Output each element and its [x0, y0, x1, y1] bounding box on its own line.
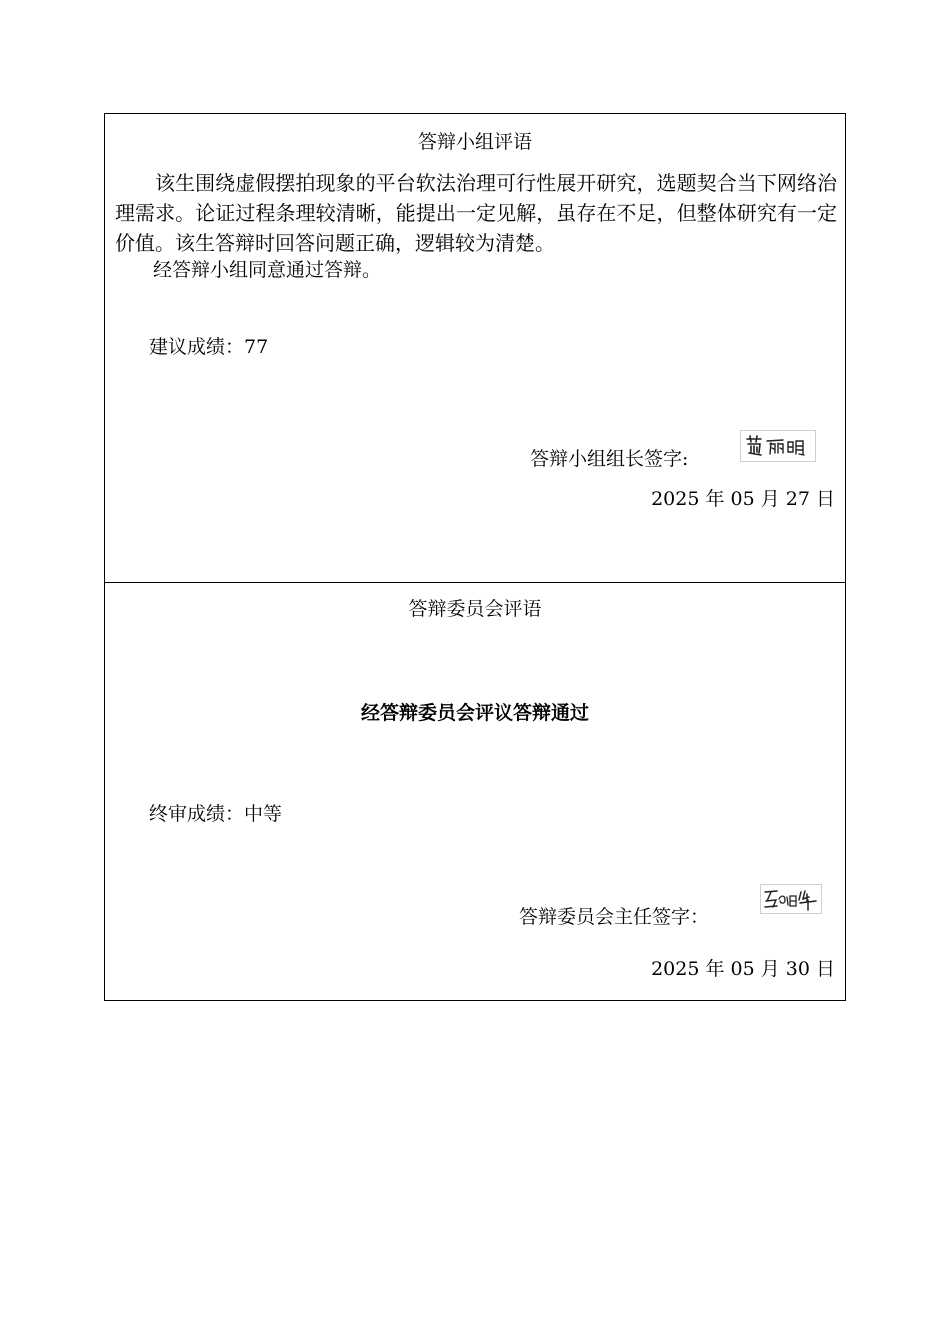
committee-chair-signature — [760, 884, 822, 914]
committee-chair-sign-label: 答辩委员会主任签字： — [519, 906, 710, 928]
group-agreement-text: 经答辩小组同意通过答辩。 — [153, 259, 382, 281]
committee-section-title: 答辩委员会评语 — [408, 598, 542, 620]
group-leader-sign-label: 答辩小组组长签字: — [530, 448, 689, 470]
group-section-title: 答辩小组评语 — [417, 131, 532, 153]
defense-evaluation-form — [104, 113, 846, 1001]
committee-evaluation-date: 2025 年 05 月 30 日 — [651, 958, 835, 980]
committee-evaluation-section — [105, 583, 845, 1000]
group-comment-text: 该生围绕虚假摆拍现象的平台软法治理可行性展开研究，选题契合当下网络治理需求。论证过程条理较清晰，能提出一定见解，虽存在不足，但整体研究有一定价值。该生答辩时回答问题正确，逻辑较为清楚。 — [115, 171, 837, 255]
suggested-score: 建议成绩：77 — [149, 336, 269, 358]
group-leader-signature — [740, 430, 816, 462]
group-evaluation-section — [105, 114, 845, 583]
group-evaluation-date: 2025 年 05 月 27 日 — [651, 488, 835, 510]
committee-verdict: 经答辩委员会评议答辩通过 — [360, 702, 589, 724]
final-score: 终审成绩：中等 — [149, 803, 283, 825]
